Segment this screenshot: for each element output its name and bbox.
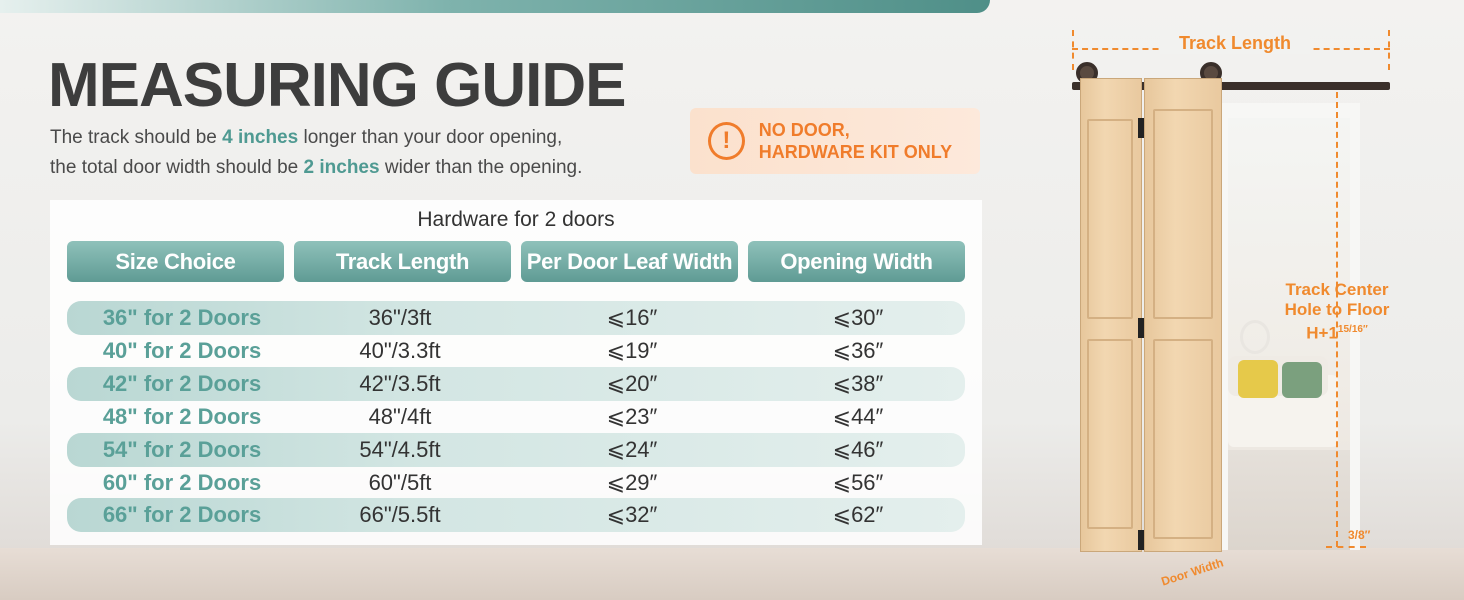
- track-length-cell: 48"/4ft: [368, 404, 432, 429]
- subtitle-text: The track should be: [50, 127, 223, 148]
- subtitle-text: wider than the opening.: [379, 157, 583, 178]
- size-table: [50, 200, 982, 545]
- leaf-width-cell: ⩽32″: [606, 502, 658, 527]
- size-choice-cell: 66" for 2 Doors: [102, 502, 262, 527]
- formula-fraction: 15/16″: [1337, 324, 1368, 335]
- table-row: [67, 400, 965, 434]
- size-choice-cell: 36" for 2 Doors: [102, 305, 262, 330]
- opening-width-cell: ⩽30″: [832, 305, 884, 330]
- exclamation-circle-icon: !: [708, 122, 745, 160]
- page-title: MEASURING GUIDE: [48, 51, 626, 120]
- table-title: Hardware for 2 doors: [417, 208, 615, 231]
- track-center-formula: [1262, 320, 1412, 344]
- room-floor: [1228, 450, 1350, 550]
- opening-width-cell: ⩽62″: [832, 502, 884, 527]
- track-length-label: Track Length: [1160, 33, 1310, 54]
- yellow-pillow-image: [1238, 360, 1278, 398]
- hinge: [1138, 118, 1144, 138]
- notice-line-2: HARDWARE KIT ONLY: [758, 142, 953, 162]
- subtitle-highlight: 4 inches: [222, 127, 299, 148]
- track-center-line-2: Hole to Floor: [1284, 300, 1390, 319]
- size-choice-cell: 60" for 2 Doors: [102, 470, 262, 495]
- door-panel: [1087, 339, 1133, 529]
- door-panel: [1153, 109, 1213, 319]
- notice-banner: [690, 108, 980, 174]
- floor-gap-label: 3/8″: [1348, 528, 1371, 542]
- hinge: [1138, 530, 1144, 550]
- header-per-door-leaf-width: Per Door Leaf Width: [521, 241, 738, 282]
- opening-width-cell: ⩽46″: [832, 437, 884, 462]
- subtitle-highlight: 2 inches: [303, 157, 380, 178]
- top-accent-bar: [0, 0, 990, 13]
- track-length-cell: 36"/3ft: [368, 305, 432, 330]
- subtitle-text: longer than your door opening,: [298, 127, 563, 148]
- green-pillow-image: [1282, 362, 1322, 398]
- floor-gap-line: [1326, 546, 1366, 548]
- size-choice-cell: 42" for 2 Doors: [102, 371, 262, 396]
- subtitle-line-1: [50, 123, 582, 153]
- track-length-cell: 54"/4.5ft: [359, 437, 441, 462]
- table-row: [67, 301, 965, 335]
- table-row: [67, 334, 965, 368]
- size-choice-cell: 48" for 2 Doors: [102, 404, 262, 429]
- notice-text: [759, 119, 980, 163]
- leaf-width-cell: ⩽19″: [606, 338, 658, 363]
- formula-text: H+1: [1306, 323, 1338, 343]
- hinge: [1138, 318, 1144, 338]
- dimension-tick: [1072, 30, 1074, 70]
- floor: [0, 548, 1464, 600]
- track-length-cell: 60"/5ft: [368, 470, 432, 495]
- table-row: [67, 433, 965, 467]
- header-opening-width: Opening Width: [748, 241, 965, 282]
- opening-width-cell: ⩽38″: [832, 371, 884, 396]
- subtitle-line-2: [50, 153, 582, 183]
- leaf-width-cell: ⩽24″: [606, 437, 658, 462]
- subtitle: [50, 123, 582, 183]
- size-choice-cell: 40" for 2 Doors: [102, 338, 262, 363]
- opening-width-cell: ⩽36″: [832, 338, 884, 363]
- track-length-cell: 66"/5.5ft: [359, 502, 441, 527]
- track-length-cell: 42"/3.5ft: [359, 371, 441, 396]
- leaf-width-cell: ⩽23″: [606, 404, 658, 429]
- leaf-width-cell: ⩽16″: [606, 305, 658, 330]
- leaf-width-cell: ⩽20″: [606, 371, 658, 396]
- track-center-label: [1262, 280, 1412, 344]
- table-row: [67, 466, 965, 500]
- notice-line-1: NO DOOR,: [758, 120, 850, 140]
- opening-width-cell: ⩽44″: [832, 404, 884, 429]
- leaf-width-cell: ⩽29″: [606, 470, 658, 495]
- table-row: [67, 367, 965, 401]
- track-length-cell: 40"/3.3ft: [359, 338, 441, 363]
- door-width-label: Door Width: [1159, 555, 1226, 589]
- subtitle-text: the total door width should be: [50, 157, 304, 178]
- door-panel: [1153, 339, 1213, 539]
- bifold-door-left-leaf: [1080, 78, 1142, 552]
- size-choice-cell: 54" for 2 Doors: [102, 437, 262, 462]
- bifold-door-right-leaf: [1144, 78, 1222, 552]
- door-panel: [1087, 119, 1133, 319]
- table-row: [67, 498, 965, 532]
- header-size-choice: Size Choice: [67, 241, 284, 282]
- opening-width-cell: ⩽56″: [832, 470, 884, 495]
- track-center-line-1: Track Center: [1285, 280, 1389, 299]
- header-track-length: Track Length: [294, 241, 511, 282]
- dimension-tick: [1388, 30, 1390, 70]
